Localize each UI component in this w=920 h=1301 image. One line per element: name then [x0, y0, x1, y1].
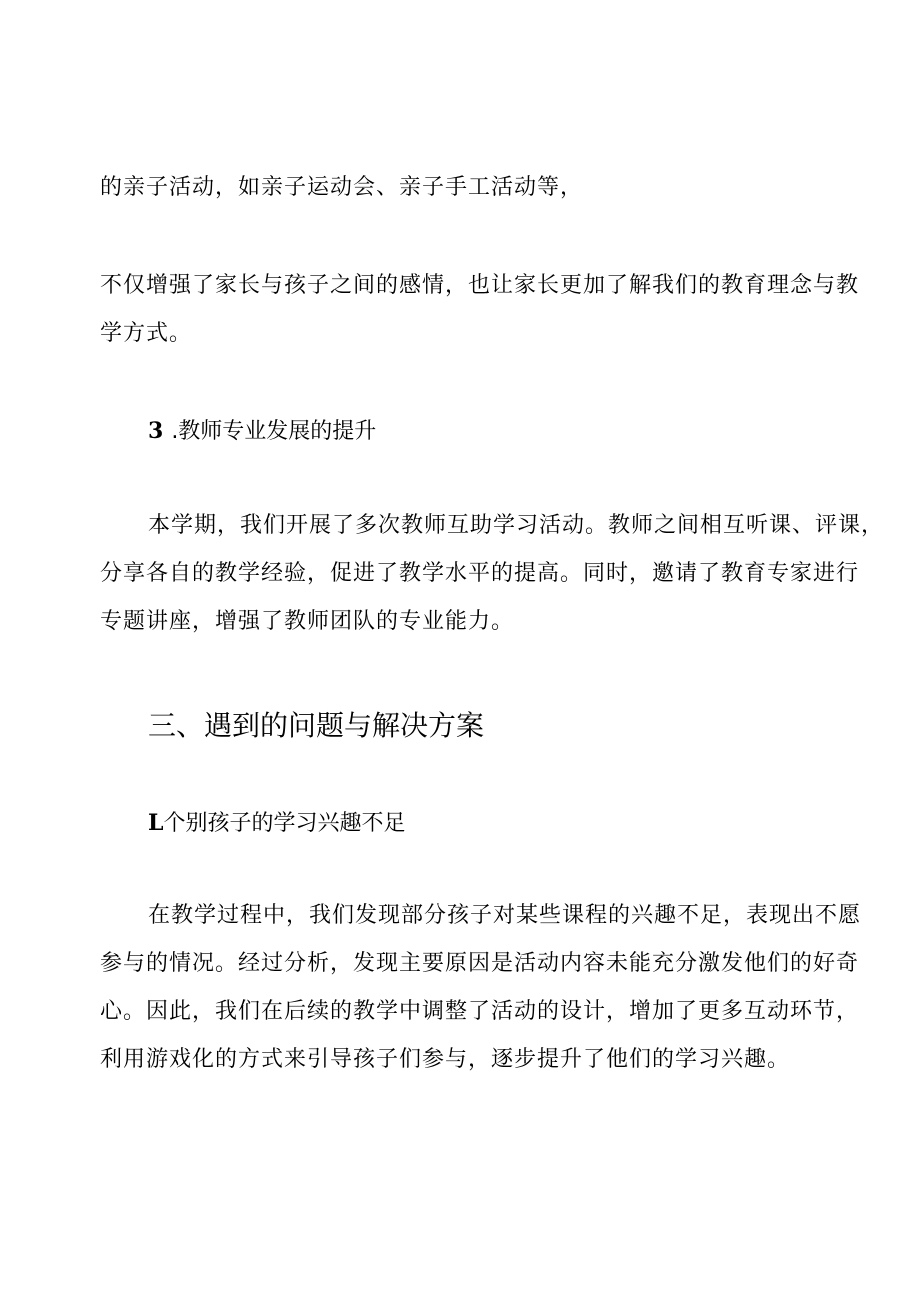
- paragraph-line: 心。因此，我们在后续的教学中调整了活动的设计，增加了更多互动环节，: [100, 999, 860, 1024]
- paragraph-line: 学方式。: [100, 321, 193, 346]
- paragraph-interest-solution: [100, 892, 862, 1084]
- paragraph-line: 本学期，我们开展了多次教师互助学习活动。教师之间相互听课、评课，: [148, 513, 885, 538]
- section-heading-problems-solutions: [148, 708, 878, 744]
- subheading-number: L: [148, 810, 164, 836]
- paragraph-line: 不仅增强了家长与孩子之间的感情，也让家长更加了解我们的教育理念与教: [100, 273, 860, 298]
- paragraph-parent-benefits: [100, 262, 860, 358]
- paragraph-teacher-activities: [100, 502, 885, 646]
- subheading-teacher-development: [148, 416, 878, 447]
- paragraph-line: 的亲子活动，如亲子运动会、亲子手工活动等，: [100, 175, 584, 200]
- paragraph-line: 在教学过程中，我们发现部分孩子对某些课程的兴趣不足，表现出不愿: [148, 903, 862, 928]
- paragraph-line: 分享各自的教学经验，促进了教学水平的提高。同时，邀请了教育专家进行: [100, 561, 860, 586]
- subheading-text: .教师专业发展的提升: [171, 419, 377, 444]
- paragraph-line: 参与的情况。经过分析，发现主要原因是活动内容未能充分激发他们的好奇: [100, 951, 860, 976]
- section-heading-text: 三、遇到的问题与解决方案: [148, 709, 485, 742]
- paragraph-line: 利用游戏化的方式来引导孩子们参与，逐步提升了他们的学习兴趣。: [100, 1047, 791, 1072]
- subheading-number: 3: [148, 418, 164, 444]
- subheading-text: 个别孩子的学习兴趣不足: [163, 811, 406, 836]
- paragraph-parent-child-activities: [100, 164, 830, 212]
- subheading-lack-of-interest: [148, 808, 878, 839]
- paragraph-line: 专题讲座，增强了教师团队的专业能力。: [100, 609, 515, 634]
